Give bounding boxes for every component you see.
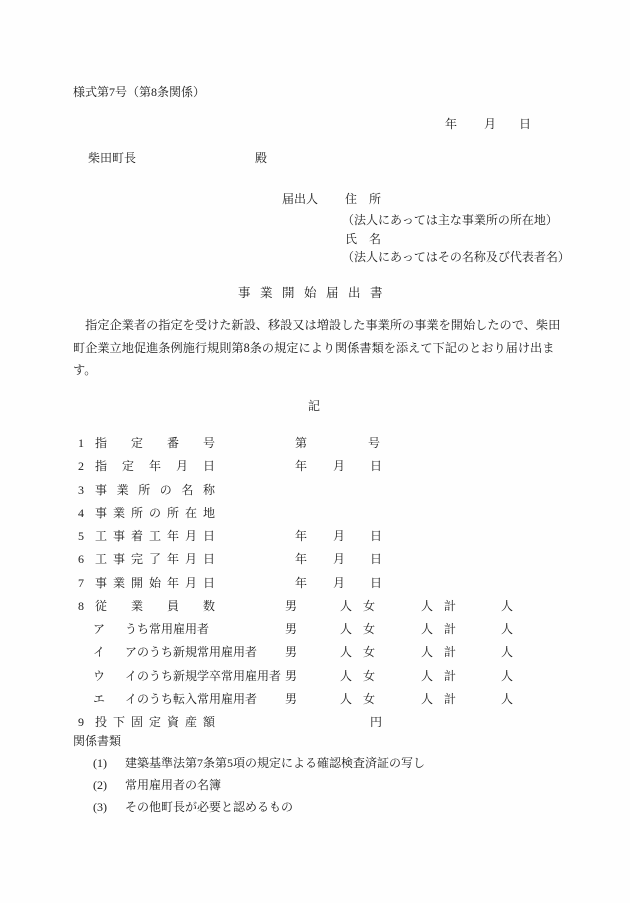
item-unit-label: 年 — [295, 459, 308, 474]
item-unit-label: 人 — [340, 598, 353, 613]
item-unit-label: 計 — [444, 691, 457, 706]
item-unit-label: 円 — [370, 715, 383, 729]
addressee-honorific: 殿 — [255, 151, 268, 165]
declarant-label: 届出人 — [282, 192, 319, 206]
item-unit-label: 男 — [285, 622, 298, 636]
item-unit-label: 第 — [295, 436, 308, 450]
attachments-list — [0, 756, 630, 826]
item-unit-label: 人 — [421, 645, 434, 660]
item-unit-label: 人 — [340, 622, 353, 636]
item-number: エ — [93, 691, 106, 706]
item-label: 事業開始年月日 — [95, 575, 215, 590]
item-number: 7 — [78, 575, 84, 590]
item-row — [0, 436, 630, 459]
item-unit-label: 日 — [370, 575, 383, 590]
item-unit-label: 月 — [333, 459, 346, 474]
item-unit-label: 月 — [333, 575, 346, 590]
item-unit-label: 人 — [340, 668, 353, 683]
item-number: 8 — [78, 598, 84, 613]
item-unit-label: 女 — [363, 645, 376, 660]
item-number: ウ — [93, 668, 106, 683]
item-number: 6 — [78, 552, 84, 567]
item-label: アのうち新規常用雇用者 — [125, 645, 258, 660]
attachment-text: 建築基準法第7条第5項の規定による確認検査済証の写し — [125, 756, 426, 770]
item-unit-label: 人 — [340, 645, 353, 660]
item-label: 指定年月日 — [95, 459, 215, 474]
item-unit-label: 日 — [370, 529, 383, 543]
attachment-row — [0, 756, 630, 778]
body-line: 指定企業者の指定を受けた新設、移設又は増設した事業所の事業を開始したので、柴田 — [73, 318, 561, 332]
item-unit-label: 男 — [285, 645, 298, 660]
item-number: ア — [93, 622, 106, 636]
date-unit-label: 年 — [445, 117, 458, 131]
item-label: 事業所の名称 — [95, 482, 215, 497]
item-label: イのうち転入常用雇用者 — [125, 691, 258, 706]
addressee-name: 柴田町長 — [88, 151, 137, 165]
item-unit-label: 年 — [295, 529, 308, 543]
declarant-address-label: 住 所 — [345, 192, 382, 206]
item-unit-label: 人 — [501, 691, 514, 706]
item-unit-label: 計 — [444, 598, 457, 613]
item-label: うち常用雇用者 — [125, 622, 210, 636]
item-number: 1 — [78, 436, 84, 450]
item-row — [0, 529, 630, 552]
item-unit-label: 人 — [340, 691, 353, 706]
item-unit-label: 年 — [295, 552, 308, 567]
item-unit-label: 人 — [421, 691, 434, 706]
document-title: 事業開始届出書 — [238, 286, 393, 300]
date-unit-label: 日 — [519, 117, 532, 131]
item-row — [0, 483, 630, 506]
item-unit-label: 人 — [421, 598, 434, 613]
item-unit-label: 人 — [421, 668, 434, 683]
item-label: 工事着工年月日 — [95, 529, 215, 543]
body-paragraph — [73, 314, 573, 382]
item-unit-label: 号 — [368, 436, 381, 450]
item-number: 3 — [78, 482, 84, 497]
date-unit-label: 月 — [484, 117, 497, 131]
form-number: 様式第7号（第8条関係） — [73, 85, 206, 99]
item-unit-label: 男 — [285, 668, 298, 683]
item-row — [0, 576, 630, 599]
item-label: 従業員数 — [95, 598, 215, 613]
attachment-number: (2) — [93, 778, 107, 793]
attachment-number: (1) — [93, 756, 107, 770]
attachment-row — [0, 800, 630, 822]
item-number: イ — [93, 645, 106, 660]
item-number: 4 — [78, 505, 84, 520]
item-unit-label: 男 — [285, 691, 298, 706]
item-row — [0, 645, 630, 668]
item-row — [0, 506, 630, 529]
item-unit-label: 女 — [363, 691, 376, 706]
item-label: 事業所の所在地 — [95, 505, 215, 520]
item-row — [0, 622, 630, 645]
item-label: 指定番号 — [95, 436, 215, 450]
item-unit-label: 計 — [444, 668, 457, 683]
item-unit-label: 女 — [363, 598, 376, 613]
item-unit-label: 日 — [370, 459, 383, 474]
item-unit-label: 人 — [501, 622, 514, 636]
date-line — [0, 117, 630, 133]
item-unit-label: 人 — [501, 598, 514, 613]
item-unit-label: 月 — [333, 529, 346, 543]
attachment-number: (3) — [93, 800, 107, 815]
body-line: 町企業立地促進条例施行規則第8条の規定により関係書類を添えて下記のとおり届け出ま — [73, 340, 555, 355]
item-row — [0, 552, 630, 575]
item-label: 工事完了年月日 — [95, 552, 215, 567]
item-unit-label: 計 — [444, 622, 457, 636]
declarant-name-note: （法人にあってはその名称及び代表者名） — [342, 250, 570, 264]
item-label: 投下固定資産額 — [95, 715, 215, 729]
item-number: 5 — [78, 529, 84, 543]
item-unit-label: 計 — [444, 645, 457, 660]
declarant-address-note: （法人にあっては主な事業所の所在地） — [342, 213, 558, 227]
item-unit-label: 日 — [370, 552, 383, 567]
attachments-heading: 関係書類 — [73, 734, 122, 748]
item-unit-label: 年 — [295, 575, 308, 590]
declarant-name-label: 氏 名 — [345, 232, 382, 246]
item-row — [0, 459, 630, 482]
item-row — [0, 669, 630, 692]
attachment-row — [0, 778, 630, 800]
attachment-text: 常用雇用者の名簿 — [125, 778, 222, 793]
item-unit-label: 人 — [421, 622, 434, 636]
item-number: 9 — [78, 715, 84, 729]
item-unit-label: 月 — [333, 552, 346, 567]
items-list — [0, 436, 630, 738]
item-row — [0, 599, 630, 622]
item-unit-label: 人 — [501, 645, 514, 660]
ki-heading: 記 — [308, 399, 321, 413]
item-unit-label: 女 — [363, 668, 376, 683]
item-unit-label: 男 — [285, 598, 298, 613]
body-line: す。 — [73, 363, 97, 378]
item-number: 2 — [78, 459, 84, 474]
item-unit-label: 女 — [363, 622, 376, 636]
item-unit-label: 人 — [501, 668, 514, 683]
item-row — [0, 692, 630, 715]
attachment-text: その他町長が必要と認めるもの — [125, 800, 294, 815]
item-label: イのうち新規学卒常用雇用者 — [125, 668, 282, 683]
